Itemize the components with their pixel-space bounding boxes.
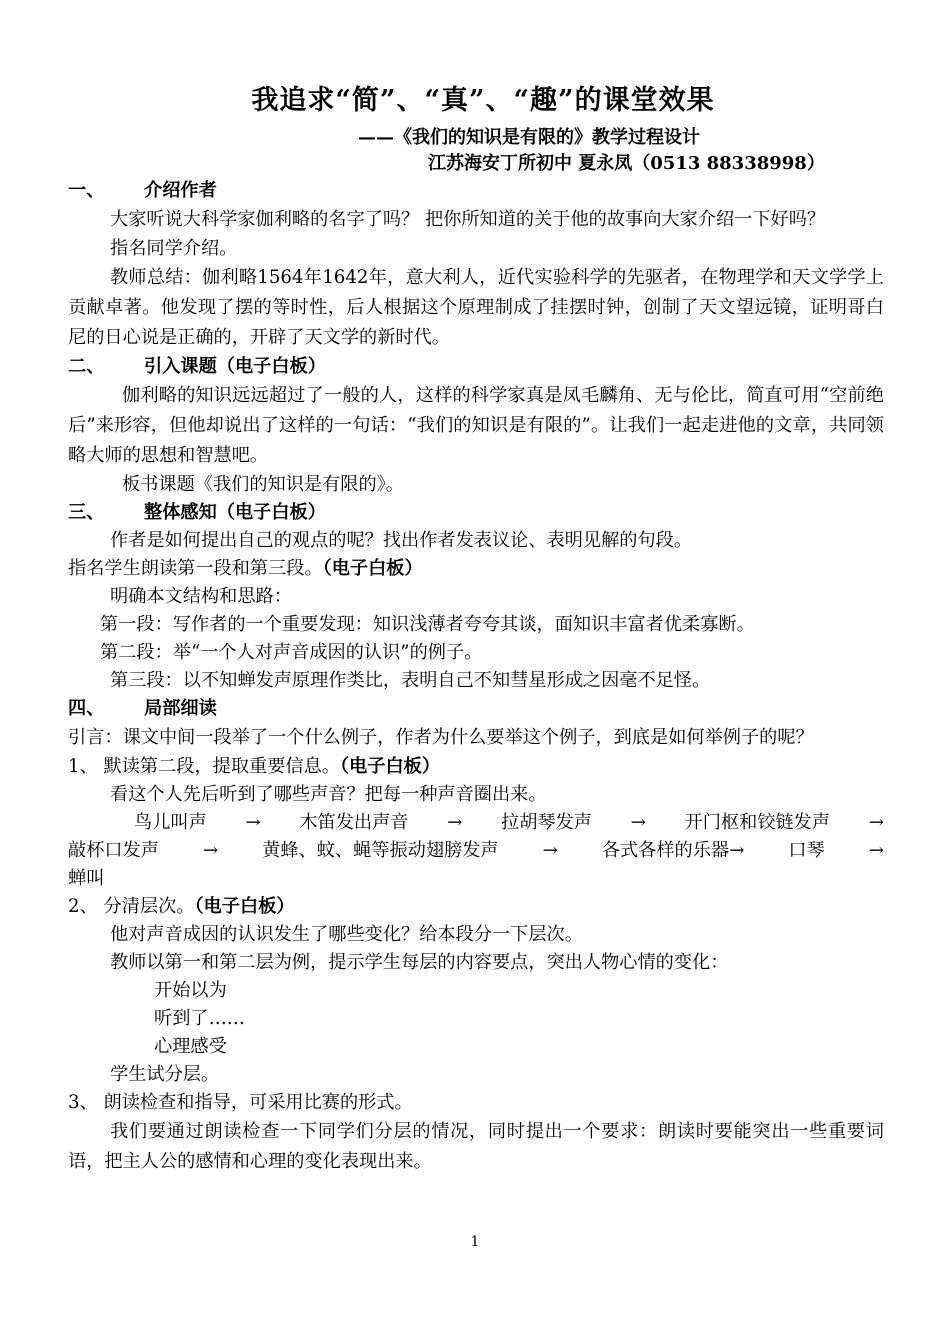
s1-paragraph-2: 指名同学介绍。: [110, 238, 238, 259]
document-page: [68, 78, 884, 1177]
arrow-icon: →: [542, 840, 558, 861]
layer-hint-2: 听到了……: [154, 1008, 245, 1029]
sound-item: 开门枢和铰链发声: [684, 812, 831, 833]
layer-hint-1: 开始以为: [154, 980, 227, 1001]
section-4-title: 局部细读: [144, 698, 217, 719]
arrow-icon: →: [447, 812, 463, 833]
s3-paragraph-2: [68, 555, 884, 583]
s3-p2-text: 指名学生朗读第一段和第三段。: [68, 558, 323, 579]
s4-item-2-para-2: 教师以第一和第二层为例，提示学生每层的内容要点，突出人物心情的变化：: [110, 952, 729, 973]
s4-item-2: [68, 893, 884, 921]
section-1-number: 一、: [68, 180, 105, 201]
arrow-icon: →: [868, 812, 884, 833]
sound-sequence-row-3: 蝉叫: [68, 868, 105, 889]
s4-item-1-para: 看这个人先后听到了哪些声音？把每一种声音圈出来。: [110, 784, 547, 805]
sound-item: 黄蜂、蚊、蝇等振动翅膀发声: [262, 840, 499, 861]
s4-item-3: 3、 朗读检查和指导，可采用比赛的形式。: [68, 1092, 413, 1113]
section-4-number: 四、: [68, 698, 105, 719]
s4-item-1-text: 1、 默读第二段，提取重要信息。: [68, 756, 340, 777]
section-1-heading: [68, 177, 884, 205]
arrow-icon: →: [868, 840, 884, 861]
sound-item: 鸟儿叫声: [134, 812, 207, 833]
s3-paragraph-5: 第二段：举“一个人对声音成因的认识”的例子。: [100, 642, 483, 663]
s3-paragraph-3: 明确本文结构和思路：: [110, 586, 292, 607]
s4-item-2-text: 2、 分清层次。: [68, 896, 195, 917]
document-subtitle: ——《我们的知识是有限的》教学过程设计: [358, 127, 700, 148]
s4-item-3-para: 我们要通过朗读检查一下同学们分层的情况，同时提出一个要求：朗读时要能突出一些重要词语，把主人公的感情和心理的变化表现出来。: [68, 1121, 884, 1172]
s4-item-2-para-1: 他对声音成因的认识发生了哪些变化？给本段分一下层次。: [110, 924, 583, 945]
section-2-title: 引入课题（电子白板）: [144, 356, 326, 377]
s4-item-2-para-3: 学生试分层。: [110, 1064, 220, 1085]
s3-paragraph-1: 作者是如何提出自己的观点的呢？找出作者发表议论、表明见解的句段。: [110, 530, 693, 551]
page-number: 1: [470, 1234, 480, 1250]
s3-paragraph-6: 第三段：以不知蝉发声原理作类比，表明自己不知彗星形成之因毫不足怪。: [110, 670, 711, 691]
s2-paragraph-1: 伽利略的知识远远超过了一般的人，这样的科学家真是凤毛麟角、无与伦比，简直可用“空前绝后”来形容，但他却说出了这样的一句话：“我们的知识是有限的”。让我们一起走进他的文章，共同领略大师的思想和智慧吧。: [68, 385, 884, 466]
s1-paragraph-3: 教师总结：伽利略1564年1642年，意大利人，近代实验科学的先驱者，在物理学和天文学学上贡献卓著。他发现了摆的等时性，后人根据这个原理制成了挂摆时钟，创制了天文望远镜，证明哥白尼的日心说是正确的，开辟了天文学的新时代。: [68, 267, 884, 348]
s4-intro: 引言：课文中间一段举了一个什么例子，作者为什么要举这个例子，到底是如何举例子的呢？: [68, 727, 814, 748]
s3-paragraph-4: 第一段：写作者的一个重要发现：知识浅薄者夸夸其谈，面知识丰富者优柔寡断。: [100, 614, 755, 635]
sound-item: 口琴: [788, 840, 825, 861]
document-title: 我追求“简”、“真”、“趣”的课堂效果: [251, 85, 715, 116]
sound-item: 敲杯口发声: [68, 840, 159, 861]
s3-p2-tag: （电子白板）: [322, 558, 423, 579]
section-1-title: 介绍作者: [144, 180, 217, 201]
author-line: 江苏海安丁所初中 夏永凤（0513 88338998）: [428, 153, 825, 174]
section-4-heading: [68, 695, 884, 723]
s1-paragraph-1: 大家听说大科学家伽利略的名字了吗？ 把你所知道的关于他的故事向大家介绍一下好吗？: [110, 209, 826, 230]
sound-sequence-row-2: [68, 837, 884, 865]
section-2-heading: [68, 353, 884, 381]
s4-item-1: [68, 753, 884, 781]
sound-sequence-row-1: [68, 809, 884, 837]
section-2-number: 二、: [68, 356, 105, 377]
layer-hint-3: 心理感受: [154, 1036, 227, 1057]
s4-item-2-tag: （电子白板）: [194, 896, 295, 917]
s4-item-1-tag: （电子白板）: [339, 756, 441, 777]
arrow-icon: →: [245, 812, 261, 833]
section-3-title: 整体感知（电子白板）: [144, 502, 326, 523]
sound-item: 各式各样的乐器→: [601, 840, 745, 861]
s2-paragraph-2: 板书课题《我们的知识是有限的》。: [122, 474, 404, 495]
arrow-icon: →: [630, 812, 646, 833]
section-3-heading: [68, 499, 884, 527]
arrow-icon: →: [202, 840, 219, 861]
sound-item: 木笛发出声音: [299, 812, 409, 833]
section-3-number: 三、: [68, 502, 105, 523]
sound-item: 拉胡琴发声: [501, 812, 592, 833]
